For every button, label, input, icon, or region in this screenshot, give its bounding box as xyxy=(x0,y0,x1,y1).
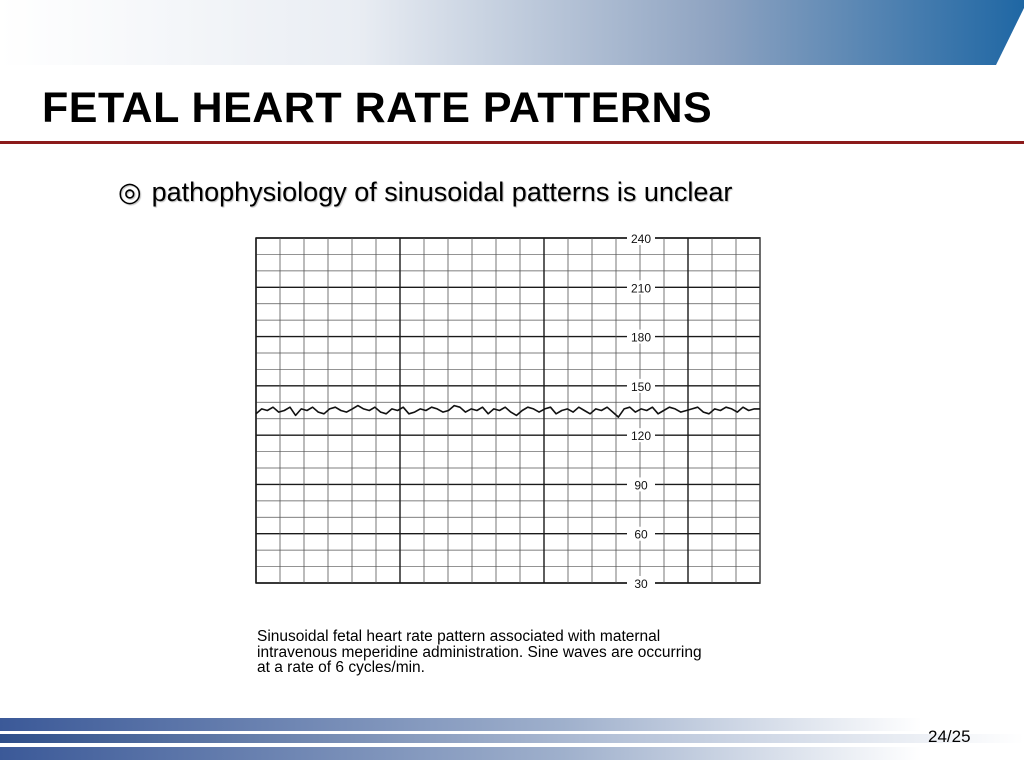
y-tick-label: 30 xyxy=(634,577,648,591)
bullet-point xyxy=(118,177,732,208)
y-tick-label: 150 xyxy=(630,379,652,394)
double-circle-bullet-icon: ◎ xyxy=(118,177,142,207)
bullet-text: pathophysiology of sinusoidal patterns is unclear xyxy=(151,177,733,207)
fhr-strip-chart xyxy=(250,228,770,598)
caption-line: Sinusoidal fetal heart rate pattern associated with maternal xyxy=(257,628,661,645)
caption-line: at a rate of 6 cycles/min. xyxy=(257,659,425,676)
footer-bands xyxy=(0,716,1024,768)
page-number: 24/25 xyxy=(928,727,971,746)
caption-line: intravenous meperidine administration. Sine waves are occurring xyxy=(257,643,702,661)
y-tick-label: 180 xyxy=(630,330,652,345)
y-tick-label: 90 xyxy=(634,478,648,493)
y-tick-label: 210 xyxy=(630,281,652,296)
title-divider xyxy=(0,141,1024,144)
y-tick-label: 60 xyxy=(634,527,648,542)
y-tick-label: 120 xyxy=(630,429,652,444)
header-banner xyxy=(0,0,1024,65)
y-tick-label: 240 xyxy=(630,232,652,246)
figure-caption xyxy=(257,629,777,676)
slide-title: FETAL HEART RATE PATTERNS xyxy=(42,84,713,132)
